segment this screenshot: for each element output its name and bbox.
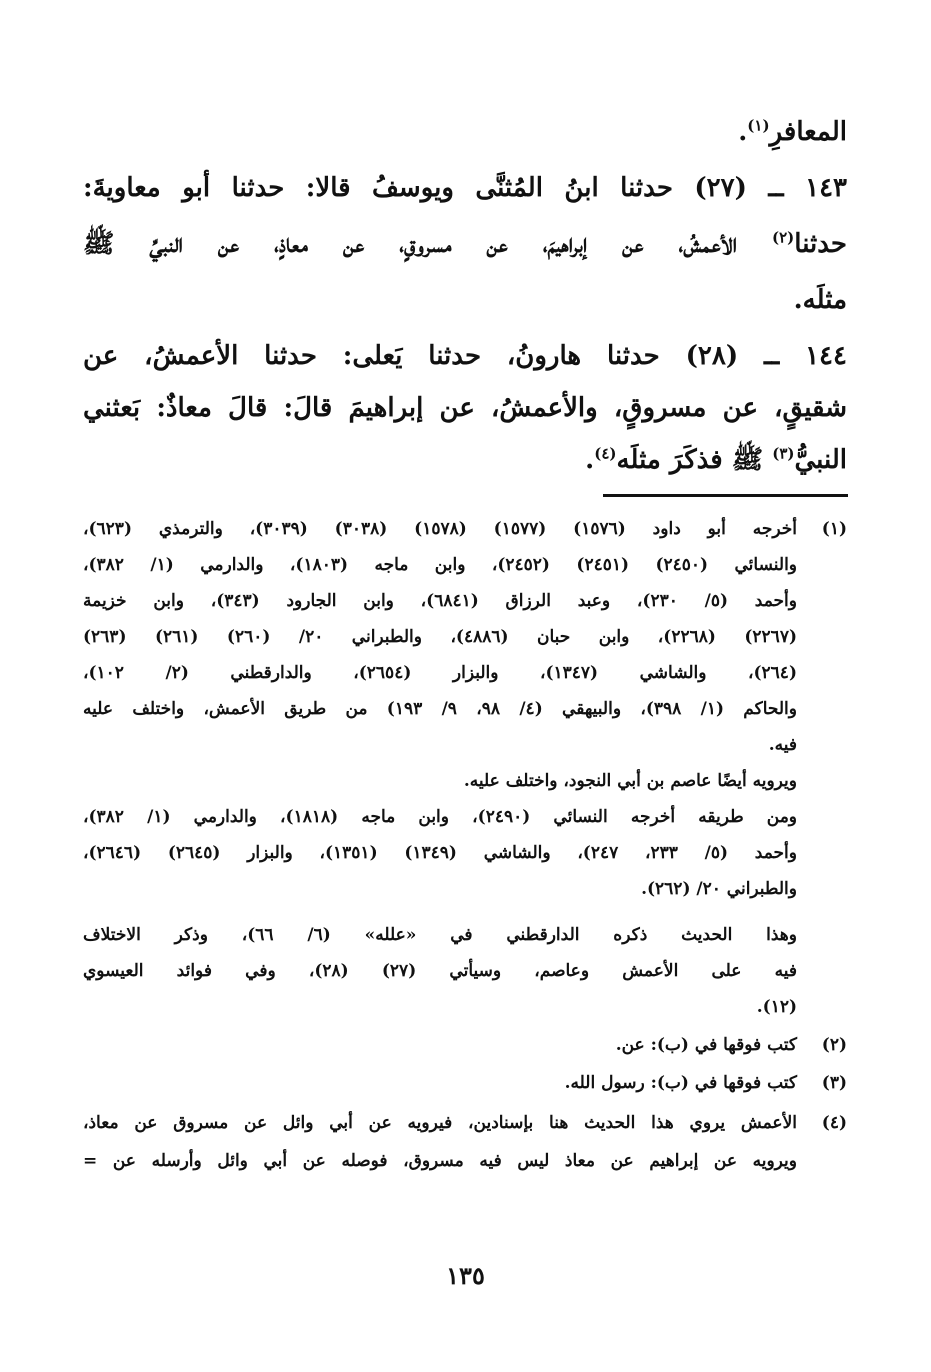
hadith-143-line-2 xyxy=(83,216,847,272)
footnote-1-line: (٢٦٤)، والشاشي (١٣٤٧)، والبزار (٢٦٥٤)، والدارقطني (٢/ ١٠٢)، xyxy=(83,663,797,683)
footnote-ref-3: (٣) xyxy=(772,444,795,463)
footnote-1-line: وأحمد (٥/ ٢٣٣، ٢٤٧)، والشاشي (١٣٤٩) (١٣٥١)، والبزار (٢٦٤٥) (٢٦٤٦)، xyxy=(83,843,797,863)
footnote-ref-4: (٤) xyxy=(594,444,617,463)
hadith-143-line-1: ١٤٣ ــ (٢٧) حدثنا ابنُ المُثنَّى ويوسفُ قالا: حدثنا أبو معاويةَ: xyxy=(83,173,848,203)
footnote-1-line: أخرجه أبو داود (١٥٧٦) (١٥٧٧) (١٥٧٨) (٣٠٣٨) (٣٠٣٩)، والترمذي (٦٢٣)، xyxy=(83,519,797,539)
hadith-144-line-3 xyxy=(83,432,847,488)
footnote-1-line: وأحمد (٥/ ٢٣٠)، وعبد الرزاق (٦٨٤١)، وابن الجارود (٣٤٣)، وابن خزيمة xyxy=(83,591,797,611)
main-text-line-1 xyxy=(83,104,847,160)
footnote-4-line: الأعمش يروي هذا الحديث هنا بإسنادين، فيرويه عن أبي وائل عن مسروق عن معاذ، xyxy=(83,1113,797,1133)
footnote-ref-1: (١) xyxy=(747,116,770,135)
main-text-fragment: النبيُّ xyxy=(794,445,847,475)
footnote-separator xyxy=(603,494,848,497)
footnote-1-line: وهذا الحديث ذكره الدارقطني في «علله» (٦/ ٦٦)، وذكر الاختلاف xyxy=(83,925,797,945)
footnote-number-2: (٢) xyxy=(821,1035,847,1055)
footnote-number-1: (١) xyxy=(821,519,847,539)
footnote-1-line: (١٢). xyxy=(756,997,797,1017)
footnote-2-text: كتب فوقها في (ب): عن. xyxy=(615,1035,797,1055)
footnote-1-line: والطبراني ٢٠/ (٢٦٢). xyxy=(641,879,797,899)
main-text-fragment: حدثنا xyxy=(794,229,847,259)
footnote-1-line: والحاكم (١/ ٣٩٨)، والبيهقي (٤/ ٩٨، ٩/ ١٩٣) من طريق الأعمش، واختلف عليه xyxy=(83,699,797,719)
main-text-fragment: ﷺ فذكَرَ مثلَه xyxy=(616,445,773,475)
footnote-1-line: ومن طريقه أخرجه النسائي (٢٤٩٠)، وابن ماجه (١٨١٨)، والدارمي (١/ ٣٨٢)، xyxy=(83,807,798,827)
hadith-144-line-2: شقيقٍ، عن مسروقٍ، والأعمشُ، عن إبراهيمَ قالَ: قالَ معاذٌ: بَعثني xyxy=(83,393,847,423)
main-text-fragment: الأعمشُ، عن إبراهيمَ، عن مسروقٍ، عن معاذٍ، عن النبيِّ ﷺ xyxy=(83,229,772,259)
main-text-fragment: المعافرِ xyxy=(769,117,847,147)
footnote-4-line: ويرويه عن إبراهيم عن معاذ ليس فيه مسروق، فوصله عن أبي وائل وأرسله عن = xyxy=(83,1151,797,1171)
hadith-144-line-1: ١٤٤ ــ (٢٨) حدثنا هارونُ، حدثنا يَعلى: حدثنا الأعمشُ، عن xyxy=(83,341,847,371)
footnote-number-4: (٤) xyxy=(821,1113,847,1133)
page-number: ١٣٥ xyxy=(446,1261,485,1290)
hadith-143-line-3: مثلَه. xyxy=(793,285,847,315)
footnote-1-line: فيه على الأعمش وعاصم، وسيأتي (٢٧) (٢٨)، وفي فوائد العيسوي xyxy=(83,961,797,981)
footnote-ref-2: (٢) xyxy=(771,228,795,247)
footnote-1-line: (٢٢٦٧) (٢٢٦٨)، وابن حبان (٤٨٨٦)، والطبراني ٢٠/ (٢٦٠) (٢٦١) (٢٦٣) xyxy=(83,627,797,647)
main-text-fragment: . xyxy=(585,445,595,475)
footnote-1-line: ويرويه أيضًا عاصم بن أبي النجود، واختلف عليه. xyxy=(463,771,797,791)
footnote-3-text: كتب فوقها في (ب): رسول الله. xyxy=(564,1073,797,1093)
footnote-1-line: والنسائي (٢٤٥٠) (٢٤٥١) (٢٤٥٢)، وابن ماجه (١٨٠٣)، والدارمي (١/ ٣٨٢)، xyxy=(83,555,798,575)
footnote-number-3: (٣) xyxy=(821,1073,847,1093)
main-text-fragment: . xyxy=(738,117,748,147)
footnote-1-line: فيه. xyxy=(768,735,797,755)
